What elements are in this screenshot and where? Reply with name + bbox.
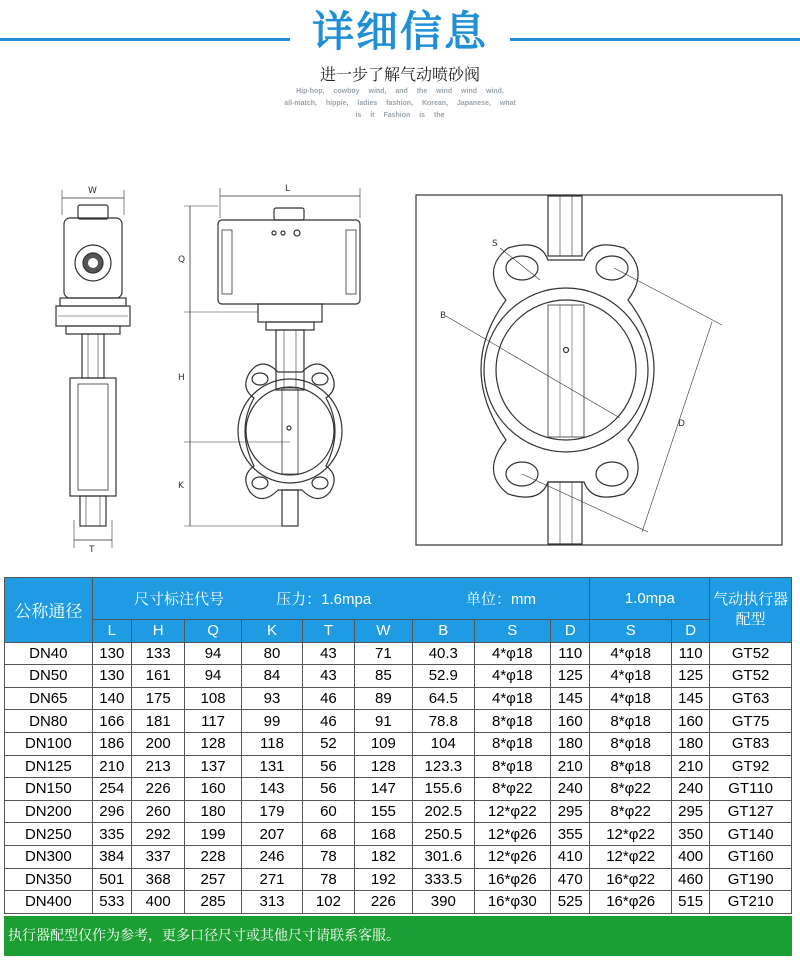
table-cell: GT110 (710, 778, 792, 801)
table-cell: 4*φ18 (474, 642, 551, 665)
row-nominal-cell: DN80 (5, 710, 93, 733)
front-view (184, 188, 360, 526)
table-cell: 246 (241, 845, 302, 868)
dim-label-q: Q (178, 255, 186, 265)
col-d-2: D (672, 620, 710, 643)
table-cell: 400 (672, 845, 710, 868)
header-unit: 单位：mm (413, 578, 590, 620)
table-cell: 131 (241, 755, 302, 778)
table-cell: 192 (354, 868, 412, 891)
table-cell: 52 (303, 732, 354, 755)
table-cell: 110 (672, 642, 710, 665)
valve-technical-drawing (0, 150, 800, 570)
table-cell: 335 (92, 823, 131, 846)
table-cell: GT75 (710, 710, 792, 733)
table-cell: 390 (413, 891, 474, 914)
dim-label-k: K (178, 481, 184, 491)
table-cell: 180 (185, 800, 241, 823)
row-nominal-cell: DN250 (5, 823, 93, 846)
table-row (5, 755, 792, 778)
dim-label-s: S (492, 239, 498, 249)
table-cell: 8*φ22 (590, 800, 672, 823)
table-cell: 160 (551, 710, 590, 733)
dim-label-b: B (440, 311, 447, 321)
table-header-row (5, 578, 792, 620)
table-cell: 384 (92, 845, 131, 868)
table-cell: 210 (672, 755, 710, 778)
tagline (220, 86, 580, 122)
table-cell: 143 (241, 778, 302, 801)
col-q: Q (185, 620, 241, 643)
side-view (56, 190, 130, 548)
table-cell: 533 (92, 891, 131, 914)
table-cell: GT140 (710, 823, 792, 846)
header-pressure: 压力：1.6mpa (276, 591, 372, 608)
table-cell: 12*φ22 (590, 823, 672, 846)
table-cell: 94 (185, 665, 241, 688)
table-cell: 313 (241, 891, 302, 914)
table-row (5, 665, 792, 688)
row-nominal-cell: DN400 (5, 891, 93, 914)
table-cell: 147 (354, 778, 412, 801)
table-cell: GT127 (710, 800, 792, 823)
table-cell: 80 (241, 642, 302, 665)
table-cell: 99 (241, 710, 302, 733)
table-cell: 210 (92, 755, 131, 778)
spec-table (4, 577, 792, 914)
table-cell: GT210 (710, 891, 792, 914)
table-cell: 78.8 (413, 710, 474, 733)
spec-table-body (5, 642, 792, 913)
table-cell: 525 (551, 891, 590, 914)
table-cell: 210 (551, 755, 590, 778)
dim-label-h: H (178, 373, 185, 383)
dim-label-w: W (88, 186, 97, 196)
row-nominal-cell: DN40 (5, 642, 93, 665)
table-cell: 285 (185, 891, 241, 914)
table-cell: 68 (303, 823, 354, 846)
table-cell: 271 (241, 868, 302, 891)
row-nominal-cell: DN300 (5, 845, 93, 868)
table-cell: 91 (354, 710, 412, 733)
table-cell: 43 (303, 665, 354, 688)
table-cell: 155 (354, 800, 412, 823)
table-cell: 130 (92, 665, 131, 688)
table-cell: 4*φ18 (590, 687, 672, 710)
table-cell: 501 (92, 868, 131, 891)
table-cell: 133 (131, 642, 184, 665)
dim-label-l: L (285, 184, 291, 194)
table-cell: GT63 (710, 687, 792, 710)
table-cell: 12*φ26 (474, 845, 551, 868)
table-cell: 257 (185, 868, 241, 891)
table-cell: 515 (672, 891, 710, 914)
table-row (5, 710, 792, 733)
header-pressure-2: 1.0mpa (590, 578, 710, 620)
table-cell: GT190 (710, 868, 792, 891)
table-cell: 125 (672, 665, 710, 688)
table-cell: 128 (185, 732, 241, 755)
table-row (5, 732, 792, 755)
table-cell: 226 (131, 778, 184, 801)
col-k: K (241, 620, 302, 643)
table-cell: 16*φ22 (590, 868, 672, 891)
table-cell: 166 (92, 710, 131, 733)
table-cell: 333.5 (413, 868, 474, 891)
table-cell: 43 (303, 642, 354, 665)
table-cell: 168 (354, 823, 412, 846)
table-cell: 292 (131, 823, 184, 846)
table-cell: GT160 (710, 845, 792, 868)
page-title: 详细信息 (311, 7, 488, 56)
table-cell: 4*φ18 (474, 687, 551, 710)
table-row (5, 778, 792, 801)
table-cell: 180 (672, 732, 710, 755)
table-cell: 296 (92, 800, 131, 823)
table-cell: 12*φ26 (474, 823, 551, 846)
table-cell: 64.5 (413, 687, 474, 710)
table-cell: 226 (354, 891, 412, 914)
table-cell: 254 (92, 778, 131, 801)
table-cell: 260 (131, 800, 184, 823)
table-cell: 8*φ18 (590, 755, 672, 778)
row-nominal-cell: DN65 (5, 687, 93, 710)
table-cell: 60 (303, 800, 354, 823)
table-cell: 240 (672, 778, 710, 801)
table-cell: 301.6 (413, 845, 474, 868)
table-cell: 12*φ22 (474, 800, 551, 823)
table-cell: GT83 (710, 732, 792, 755)
table-row (5, 642, 792, 665)
tagline-line-1: Hip-hop, cowboy wind, and the wind wind wind, (296, 88, 504, 95)
table-cell: 207 (241, 823, 302, 846)
table-cell: GT52 (710, 665, 792, 688)
col-s: S (474, 620, 551, 643)
col-d: D (551, 620, 590, 643)
table-cell: 93 (241, 687, 302, 710)
row-nominal-cell: DN350 (5, 868, 93, 891)
table-cell: 130 (92, 642, 131, 665)
table-cell: 52.9 (413, 665, 474, 688)
table-cell: 145 (672, 687, 710, 710)
table-cell: 4*φ18 (474, 665, 551, 688)
table-cell: 179 (241, 800, 302, 823)
table-cell: 46 (303, 710, 354, 733)
header-actuator: 气动执行器配型 (710, 578, 792, 643)
table-cell: 337 (131, 845, 184, 868)
table-cell: 56 (303, 778, 354, 801)
table-cell: 8*φ18 (590, 710, 672, 733)
table-cell: 4*φ18 (590, 665, 672, 688)
table-cell: 460 (672, 868, 710, 891)
header-dims (92, 578, 412, 620)
table-cell: 186 (92, 732, 131, 755)
table-cell: 160 (185, 778, 241, 801)
table-cell: 355 (551, 823, 590, 846)
table-cell: 118 (241, 732, 302, 755)
table-row (5, 800, 792, 823)
detail-view (416, 195, 782, 545)
table-cell: 180 (551, 732, 590, 755)
table-cell: 110 (551, 642, 590, 665)
table-cell: 8*φ22 (590, 778, 672, 801)
tagline-line-3: is it Fashion is the (355, 112, 445, 119)
row-nominal-cell: DN50 (5, 665, 93, 688)
table-cell: 199 (185, 823, 241, 846)
table-cell: 200 (131, 732, 184, 755)
table-row (5, 845, 792, 868)
header-nominal: 公称通径 (5, 578, 93, 643)
table-cell: 137 (185, 755, 241, 778)
table-cell: 470 (551, 868, 590, 891)
table-cell: 125 (551, 665, 590, 688)
table-cell: 12*φ22 (590, 845, 672, 868)
table-cell: 175 (131, 687, 184, 710)
table-cell: 117 (185, 710, 241, 733)
table-cell: 228 (185, 845, 241, 868)
tagline-line-2: all-match, hippie, ladies fashion, Korean, Japanese, what (284, 100, 516, 107)
table-cell: 78 (303, 845, 354, 868)
row-nominal-cell: DN150 (5, 778, 93, 801)
table-cell: GT52 (710, 642, 792, 665)
table-cell: 160 (672, 710, 710, 733)
table-cell: 56 (303, 755, 354, 778)
col-h: H (131, 620, 184, 643)
col-b: B (413, 620, 474, 643)
table-cell: 140 (92, 687, 131, 710)
table-cell: 108 (185, 687, 241, 710)
row-nominal-cell: DN125 (5, 755, 93, 778)
table-cell: 213 (131, 755, 184, 778)
table-cell: 123.3 (413, 755, 474, 778)
table-cell: 295 (672, 800, 710, 823)
col-t: T (303, 620, 354, 643)
table-cell: 94 (185, 642, 241, 665)
table-cell: 104 (413, 732, 474, 755)
header-dims-label: 尺寸标注代号 (133, 591, 224, 608)
table-cell: 71 (354, 642, 412, 665)
table-subheader-row (5, 620, 792, 643)
table-cell: 102 (303, 891, 354, 914)
row-nominal-cell: DN200 (5, 800, 93, 823)
table-cell: 181 (131, 710, 184, 733)
table-cell: 202.5 (413, 800, 474, 823)
footnote: 执行器配型仅作为参考，更多口径尺寸或其他尺寸请联系客服。 (4, 916, 792, 956)
table-cell: 40.3 (413, 642, 474, 665)
dim-label-d: D (678, 419, 685, 429)
table-row (5, 868, 792, 891)
table-cell: 8*φ18 (474, 755, 551, 778)
col-w: W (354, 620, 412, 643)
table-cell: 350 (672, 823, 710, 846)
table-cell: 182 (354, 845, 412, 868)
table-cell: 240 (551, 778, 590, 801)
table-cell: 89 (354, 687, 412, 710)
table-cell: 85 (354, 665, 412, 688)
table-row (5, 687, 792, 710)
table-cell: 109 (354, 732, 412, 755)
table-cell: 78 (303, 868, 354, 891)
table-cell: GT92 (710, 755, 792, 778)
table-cell: 84 (241, 665, 302, 688)
table-cell: 145 (551, 687, 590, 710)
dim-label-t: T (89, 545, 95, 555)
table-cell: 16*φ26 (474, 868, 551, 891)
table-cell: 295 (551, 800, 590, 823)
table-cell: 410 (551, 845, 590, 868)
page-subtitle: 进一步了解气动喷砂阀 (319, 65, 480, 84)
table-cell: 161 (131, 665, 184, 688)
table-cell: 4*φ18 (590, 642, 672, 665)
table-cell: 8*φ18 (590, 732, 672, 755)
table-cell: 8*φ18 (474, 710, 551, 733)
table-cell: 400 (131, 891, 184, 914)
table-cell: 16*φ30 (474, 891, 551, 914)
table-cell: 8*φ18 (474, 732, 551, 755)
table-cell: 46 (303, 687, 354, 710)
table-row (5, 823, 792, 846)
table-cell: 368 (131, 868, 184, 891)
table-cell: 128 (354, 755, 412, 778)
table-row (5, 891, 792, 914)
table-cell: 16*φ26 (590, 891, 672, 914)
col-l: L (92, 620, 131, 643)
col-s-2: S (590, 620, 672, 643)
table-cell: 250.5 (413, 823, 474, 846)
row-nominal-cell: DN100 (5, 732, 93, 755)
table-cell: 8*φ22 (474, 778, 551, 801)
table-cell: 155.6 (413, 778, 474, 801)
